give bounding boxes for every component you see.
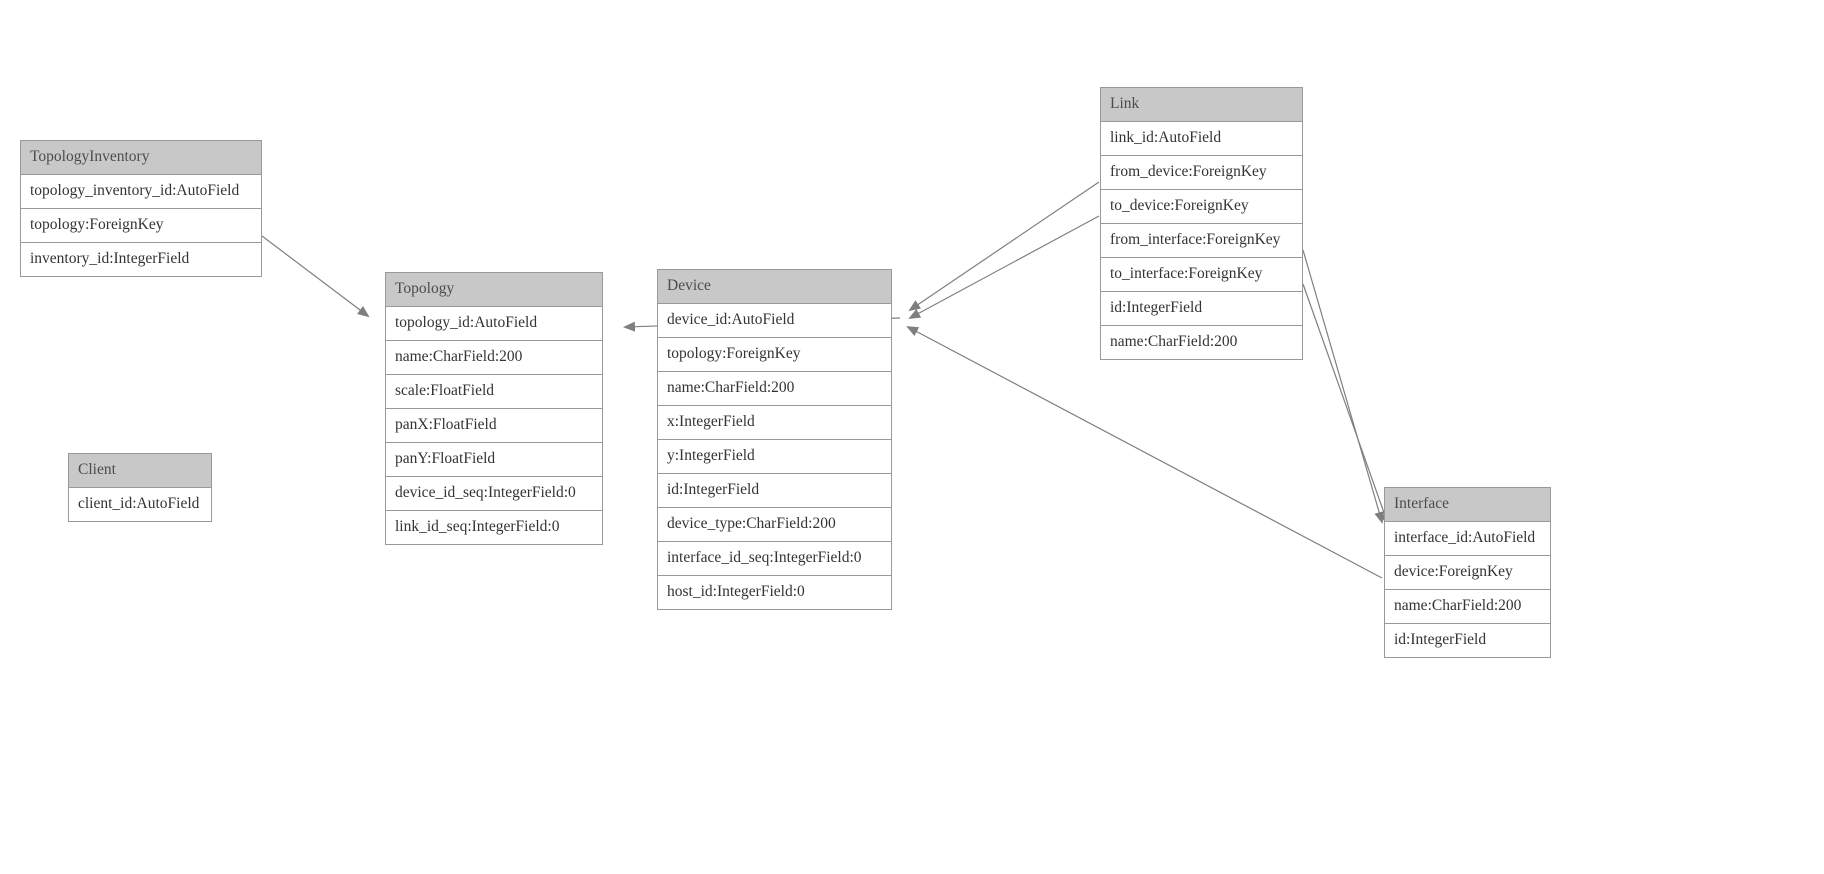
entity-field: id:IntegerField [1394, 631, 1487, 648]
edge-link-to-interface [1303, 284, 1388, 524]
entity-field: topology_inventory_id:AutoField [21, 175, 261, 209]
entity-field: panX:FloatField [386, 409, 602, 443]
entity-field: name:CharField:200 [1385, 590, 1550, 624]
entity-title: Client [69, 454, 211, 488]
entity-field: y:IntegerField [658, 440, 891, 474]
entity-client[interactable] [68, 453, 212, 522]
entity-title: Interface [1385, 488, 1550, 522]
entity-field: scale:FloatField [386, 375, 602, 409]
entity-field: topology:ForeignKey [21, 209, 261, 243]
entity-topologyinventory[interactable] [20, 140, 262, 277]
entity-topology[interactable] [385, 272, 603, 545]
entity-field: name:CharField:200 [386, 341, 602, 375]
entity-field: interface_id_seq:IntegerField:0 [658, 542, 891, 576]
entity-title: Link [1101, 88, 1302, 122]
entity-field: client_id:AutoField [78, 495, 200, 512]
entity-field: from_device:ForeignKey [1101, 156, 1302, 190]
entity-field: name:CharField:200 [1110, 333, 1238, 350]
entity-field: to_interface:ForeignKey [1101, 258, 1302, 292]
edge-interface-device [908, 327, 1382, 578]
entity-field: device_id:AutoField [658, 304, 891, 338]
entity-link[interactable] [1100, 87, 1303, 360]
entity-field: topology:ForeignKey [658, 338, 891, 372]
entity-title: TopologyInventory [21, 141, 261, 175]
entity-device[interactable] [657, 269, 892, 610]
entity-title: Topology [386, 273, 602, 307]
entity-interface[interactable] [1384, 487, 1551, 658]
entity-field: device:ForeignKey [1385, 556, 1550, 590]
entity-field: x:IntegerField [658, 406, 891, 440]
entity-field: name:CharField:200 [658, 372, 891, 406]
entity-field: link_id:AutoField [1101, 122, 1302, 156]
entity-field: from_interface:ForeignKey [1101, 224, 1302, 258]
entity-field: id:IntegerField [1101, 292, 1302, 326]
edge-link-to-device [910, 216, 1099, 318]
entity-field: device_type:CharField:200 [658, 508, 891, 542]
entity-field: inventory_id:IntegerField [30, 250, 190, 267]
entity-field: host_id:IntegerField:0 [667, 583, 805, 600]
entity-field: link_id_seq:IntegerField:0 [395, 518, 560, 535]
edge-topologyinventory-topology [262, 236, 368, 316]
entity-field: topology_id:AutoField [386, 307, 602, 341]
entity-field: panY:FloatField [386, 443, 602, 477]
edge-link-from-device [910, 182, 1099, 310]
entity-field: id:IntegerField [658, 474, 891, 508]
entity-field: interface_id:AutoField [1385, 522, 1550, 556]
edge-link-from-interface [1303, 250, 1382, 522]
entity-field: device_id_seq:IntegerField:0 [386, 477, 602, 511]
entity-field: to_device:ForeignKey [1101, 190, 1302, 224]
entity-title: Device [658, 270, 891, 304]
